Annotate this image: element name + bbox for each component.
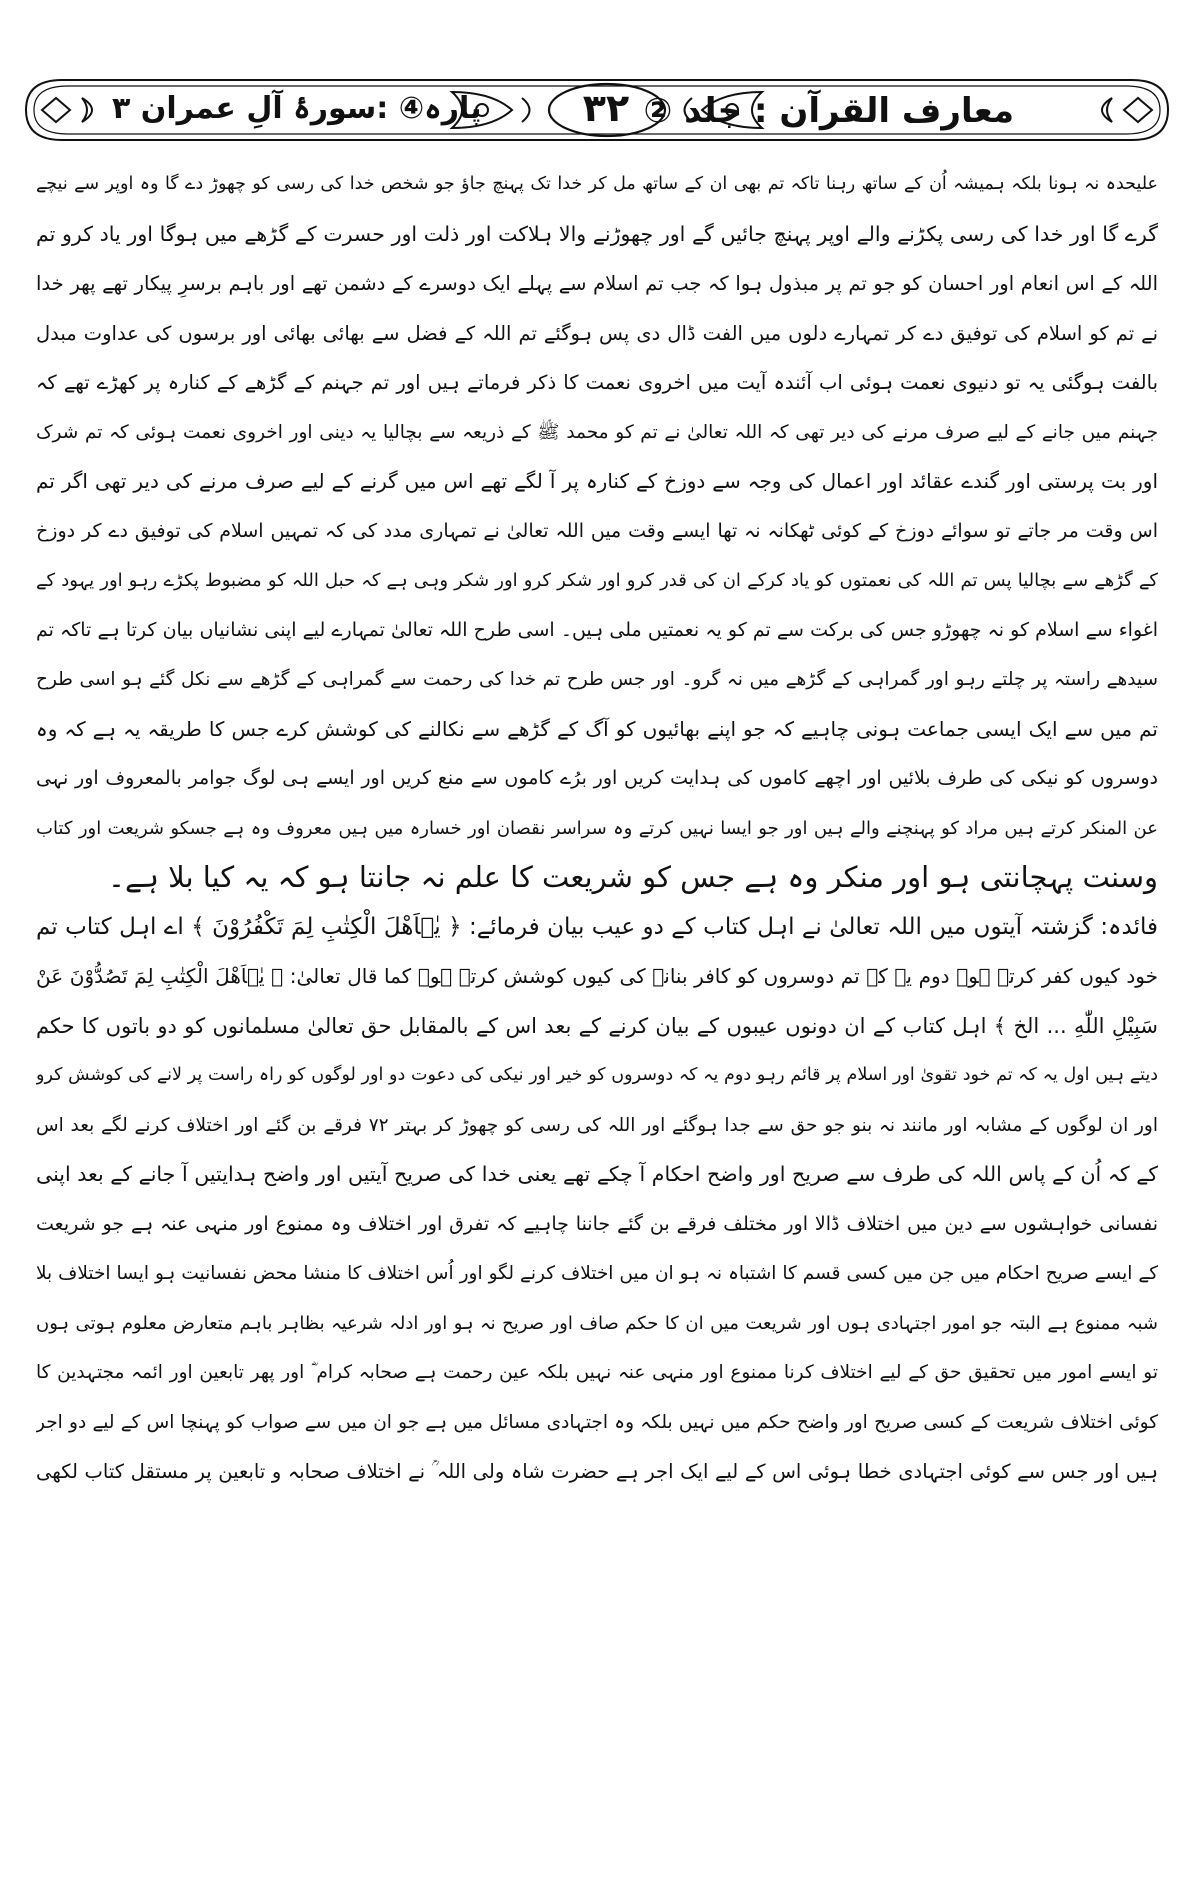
section-title: پارہ④ :سورۂ آلِ عمران ۳ (112, 91, 482, 126)
text-line: تو ایسے امور میں تحقیق حق کے لیے اختلاف کرنا ممنوع اور منہی عنہ نہیں بلکہ عین رحمت ہے صحابہ کرام ؓ اور پھر تابعین اور ائمہ مجتہدین کا (36, 1362, 1158, 1383)
book-title: معارف القرآن : جلد ② (643, 91, 1014, 131)
text-line: اور بت پرستی اور گندے عقائد اور اعمال کی وجہ سے دوزخ کے کنارہ پر آ لگے تھے اس میں گرنے کے لیے صرف مرنے کی دیر تھی اگر تم (36, 469, 1158, 493)
text-line: بالفت ہوگئی یہ تو دنیوی نعمت ہوئی اب آئندہ آیت میں اخروی نعمت کا ذکر فرماتے ہیں اور تم جہنم کے گڑھے کے کنارہ پر کھڑے تھے کہ (36, 371, 1158, 394)
text-line: اغواء سے اسلام کو نہ چھوڑو جس کی برکت سے تم کو یہ نعمتیں ملی ہیں۔ اسی طرح اللہ تعالیٰ تمہارے لیے اپنی نشانیاں بیان کرتا ہے تاکہ تم (36, 618, 1158, 641)
text-line: شبہ ممنوع ہے البتہ جو امور اجتہادی ہوں اور شریعت میں ان کا حکم صاف اور صریح نہ ہو اور ادلہ شرعیہ بظاہر باہم متعارض معلوم ہوتی ہوں (36, 1312, 1158, 1334)
fawaid-line: فائدہ: گزشتہ آیتوں میں اللہ تعالیٰ نے اہل کتاب کے دو عیب بیان فرمائے: ﴿ يٰۤاَهْلَ الْكِتٰبِ لِمَ تَكْفُرُوْنَ ﴾ اے اہل کتاب تم (36, 913, 1158, 940)
body-text (36, 160, 1158, 1497)
text-line: عن المنکر کرتے ہیں مراد کو پہنچنے والے ہیں اور جو ایسا نہیں کرتے وہ سراسر نقصان اور خسارہ میں ہیں معروف وہ ہے جسکو شریعت اور کتاب (36, 817, 1158, 839)
text-line: دیتے ہیں اول یہ کہ تم خود تقویٰ اور اسلام پر قائم رہو دوم یہ کہ دوسروں کو خیر اور نیکی کی دعوت دو اور لوگوں کو راہ راست پر لانے کی کوشش کرو (36, 1065, 1158, 1085)
text-line: نے تم کو اسلام کی توفیق دے کر تمہارے دلوں میں الفت ڈال دی پس ہوگئے تم اللہ کے فضل سے بھائی بھائی اور برسوں کی عداوت مبدل (36, 321, 1158, 345)
text-line: اللہ کے اس انعام اور احسان کو جو تم پر مبذول ہوا کہ جب تم اسلام سے پہلے ایک دوسرے کے دشمن تھے اور باہم برسرِ پیکار تھے پھر خدا (36, 272, 1158, 295)
text-line: وسنت پہچانتی ہو اور منکر وہ ہے جس کو شریعت کا علم نہ جانتا ہو کہ یہ کیا بلا ہے۔ (107, 860, 1158, 894)
text-line: خود کیوں کفر کرتے ہو۔ دوم یہ کہ تم دوسروں کو کافر بنانے کی کیوں کوشش کرتے ہو۔ کما قال تعالیٰ: ﴿ يٰۤاَهْلَ الْكِتٰبِ لِمَ تَصُدُّوْنَ عَنْ (36, 964, 1158, 988)
text-line: گرے گا اور خدا کی رسی پکڑنے والے اوپر پہنچ جائیں گے اور چھوڑنے والا ہلاکت اور ذلت اور حسرت کے گڑھے میں ہوگا اور یاد کرو تم (36, 221, 1158, 246)
text-line: علیحدہ نہ ہونا بلکہ ہمیشہ اُن کے ساتھ رہنا تاکہ تم بھی ان کے ساتھ مل کر خدا تک پہنچ جاؤ جو شخص خدا کی رسی کو چھوڑ دے گا وہ اوپر سے نیچے (36, 174, 1158, 194)
text-line: سَبِيْلِ اللّٰهِ ... الخ ﴾ اہل کتاب کے ان دونوں عیبوں کے بیان کرنے کے بعد اس کے بالمقابل حق تعالیٰ مسلمانوں کو دو باتوں کا حکم (36, 1013, 1158, 1038)
text-line: سیدھے راستہ پر چلتے رہو اور گمراہی کے گڑھے میں نہ گرو۔ اور جس طرح تم خدا کی رحمت سے گمراہی کے گڑھے سے نکل گئے ہو اسی طرح (36, 669, 1158, 690)
text-line: کوئی اختلاف شریعت کے کسی صریح اور واضح حکم میں نہیں بلکہ وہ اجتہادی مسائل میں ہے جو ان میں سے صواب کو پہنچا اس کے لیے دو اجر (36, 1411, 1158, 1433)
text-line: جہنم میں جانے کے لیے صرف مرنے کی دیر تھی کہ اللہ تعالیٰ نے تم کو محمد ﷺ کے ذریعہ سے بچالیا یہ دینی اور اخروی نعمت ہوئی کہ تم شرک (36, 421, 1158, 443)
text-line: دوسروں کو نیکی کی طرف بلائیں اور اچھے کاموں کی ہدایت کریں اور برُے کاموں سے منع کریں اور ایسے ہی لوگ جوامر بالمعروف اور نہی (36, 767, 1158, 789)
text-line: کے کہ اُن کے پاس اللہ کی طرف سے صریح اور واضح احکام آ چکے تھے یعنی خدا کی صریح آیتیں اور واضح ہدایتیں آ جانے کے بعد اپنی (36, 1162, 1158, 1186)
text-line: اس وقت مر جاتے تو سوائے دوزخ کے کوئی ٹھکانہ نہ تھا ایسے وقت میں اللہ تعالیٰ نے تمہاری مدد کی کہ تمہیں اسلام کی توفیق دے کر دوزخ (36, 519, 1158, 542)
text-line: ہیں اور جس سے کوئی اجتہادی خطا ہوئی اس کے لیے ایک اجر ہے حضرت شاہ ولی اللہ ؒ نے اختلاف صحابہ و تابعین پر مستقل کتاب لکھی (36, 1460, 1158, 1483)
page-number: ۳۲ (582, 86, 630, 130)
text-line: تم میں سے ایک ایسی جماعت ہونی چاہیے کہ جو اپنے بھائیوں کو آگ کے گڑھے سے نکالنے کی کوشش کرے جس کا طریقہ یہ ہے کہ وہ (36, 716, 1158, 741)
text-line: کے ایسے صریح احکام میں جن میں کسی قسم کا اشتباہ نہ ہو ان میں اختلاف کرنے لگو اور اُس اختلاف کا منشا محض نفسانیت ہو ایسا اختلاف بلا (36, 1263, 1158, 1284)
text-line: اور ان لوگوں کے مشابہ اور مانند نہ بنو جو حق سے جدا ہوگئے اور اللہ کی رسی کو چھوڑ کر بہتر ۷۲ فرقے بن گئے اور اختلاف کرنے لگے بعد اس (36, 1114, 1158, 1136)
text-line: نفسانی خواہشوں سے دین میں اختلاف ڈالا اور مختلف فرقے بن گئے جاننا چاہیے کہ تفرق اور اختلاف وہ ممنوع اور منہی عنہ ہے جو شریعت (36, 1212, 1158, 1235)
text-line: کے گڑھے سے بچالیا پس تم اللہ کی نعمتوں کو یاد کرکے ان کی قدر کرو اور شکر کرو اور شکر وہی ہے کہ حبل اللہ کو مضبوط پکڑے رہو اور یہود کے (36, 570, 1158, 591)
